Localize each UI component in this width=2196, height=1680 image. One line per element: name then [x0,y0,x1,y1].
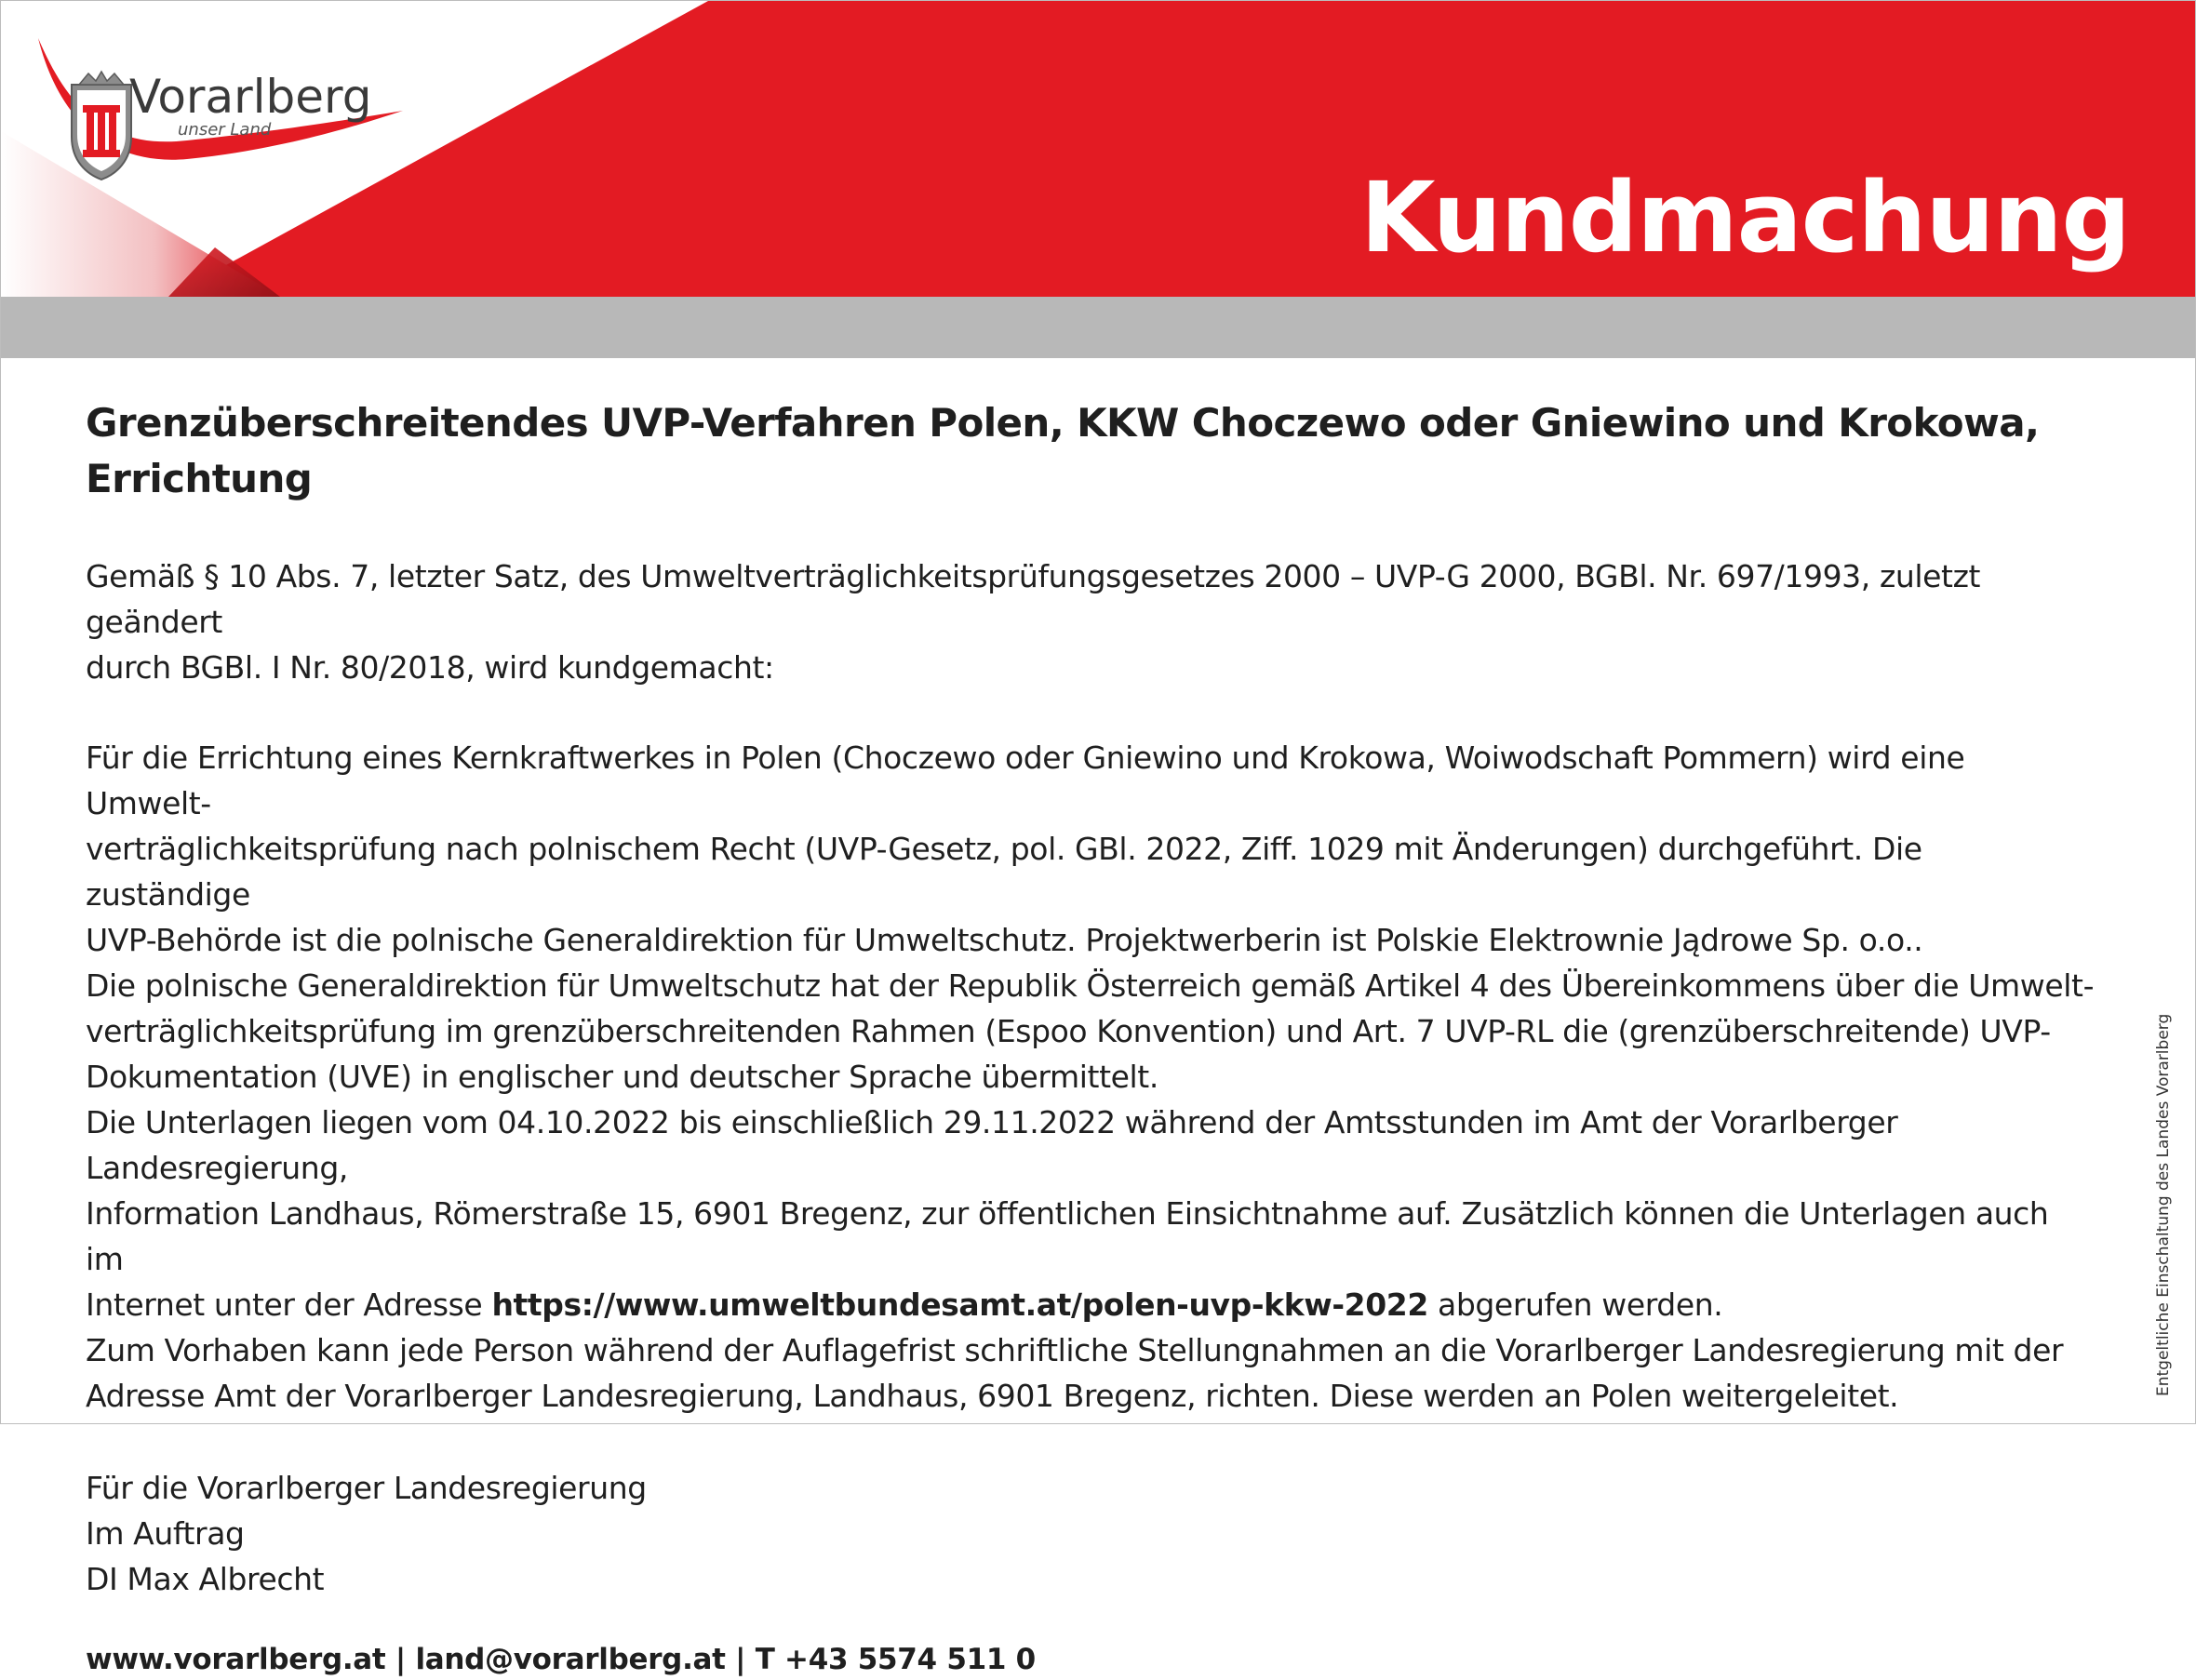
body-line: Die Unterlagen liegen vom 04.10.2022 bis einschließlich 29.11.2022 während der Amtsstunden im Amt der Vorarlberger Landesregierung, [86,1104,1898,1186]
body-line: Information Landhaus, Römerstraße 15, 6901 Bregenz, zur öffentlichen Einsichtnahme auf. Zusätzlich können die Unterlagen auch im [86,1195,2049,1277]
body-paragraph [86,735,2096,1419]
title-line: Grenzüberschreitendes UVP-Verfahren Polen, KKW Choczewo oder Gniewino und Krokowa, [86,400,2040,446]
body-line: verträglichkeitsprüfung im grenzüberschreitenden Rahmen (Espoo Konvention) und Art. 7 UVP-RL die (grenzüberschreitende) UVP- [86,1013,2051,1049]
intro-paragraph [86,553,2096,690]
body-line: Dokumentation (UVE) in englischer und deutscher Sprache übermittelt. [86,1059,1158,1095]
body-line: Zum Vorhaben kann jede Person während der Auflagefrist schriftliche Stellungnahmen an die Vorarlberger Landesregierung mit der [86,1332,2064,1368]
side-note [2154,968,2173,1396]
signature-block [86,1465,2096,1602]
logo-name: Vorarlberg [129,70,372,124]
gray-band [1,297,2195,358]
body-line: verträglichkeitsprüfung nach polnischem Recht (UVP-Gesetz, pol. GBl. 2022, Ziff. 1029 mit Änderungen) durchgeführt. Die zuständige [86,831,1922,913]
announcement-title [86,395,2096,507]
logo-tagline: unser Land [178,120,272,140]
url-line-suffix: abgerufen werden. [1427,1287,1723,1323]
page-heading: Kundmachung [1359,161,2130,274]
vorarlberg-logo[interactable] [38,38,410,168]
intro-line: Gemäß § 10 Abs. 7, letzter Satz, des Umweltverträglichkeitsprüfungsgesetzes 2000 – UVP-G 2000, BGBl. Nr. 697/1993, zuletzt geändert [86,558,1981,640]
intro-line: durch BGBl. I Nr. 80/2018, wird kundgemacht: [86,649,774,686]
header-banner [1,1,2195,358]
body-line: Die polnische Generaldirektion für Umweltschutz hat der Republik Österreich gemäß Artikel 4 des Übereinkommens über die Umwelt- [86,967,2095,1004]
vorarlberg-coat-of-arms-icon [64,72,139,183]
title-line: Errichtung [86,456,313,501]
body-line: Adresse Amt der Vorarlberger Landesregierung, Landhaus, 6901 Bregenz, richten. Diese werden an Polen weitergeleitet. [86,1378,1899,1414]
signature-line: Für die Vorarlberger Landesregierung [86,1470,647,1506]
document-url-link[interactable]: https://www.umweltbundesamt.at/polen-uvp-kkw-2022 [491,1287,1428,1323]
paid-notice-text: Entgeltliche Einschaltung des Landes Vorarlberg [2154,1013,2173,1396]
signature-line: DI Max Albrecht [86,1561,325,1597]
signature-line: Im Auftrag [86,1515,245,1552]
url-line-prefix: Internet unter der Adresse [86,1287,492,1323]
body-line: Für die Errichtung eines Kernkraftwerkes in Polen (Choczewo oder Gniewino und Krokowa, Woiwodschaft Pommern) wird eine Umwelt- [86,740,1965,821]
body-line: UVP-Behörde ist die polnische Generaldirektion für Umweltschutz. Projektwerberin ist Polskie Elektrownie Jądrowe Sp. o.o.. [86,922,1923,958]
footer-contact[interactable]: www.vorarlberg.at | land@vorarlberg.at | T +43 5574 511 0 [86,1643,1036,1676]
main-content [86,395,2096,1680]
